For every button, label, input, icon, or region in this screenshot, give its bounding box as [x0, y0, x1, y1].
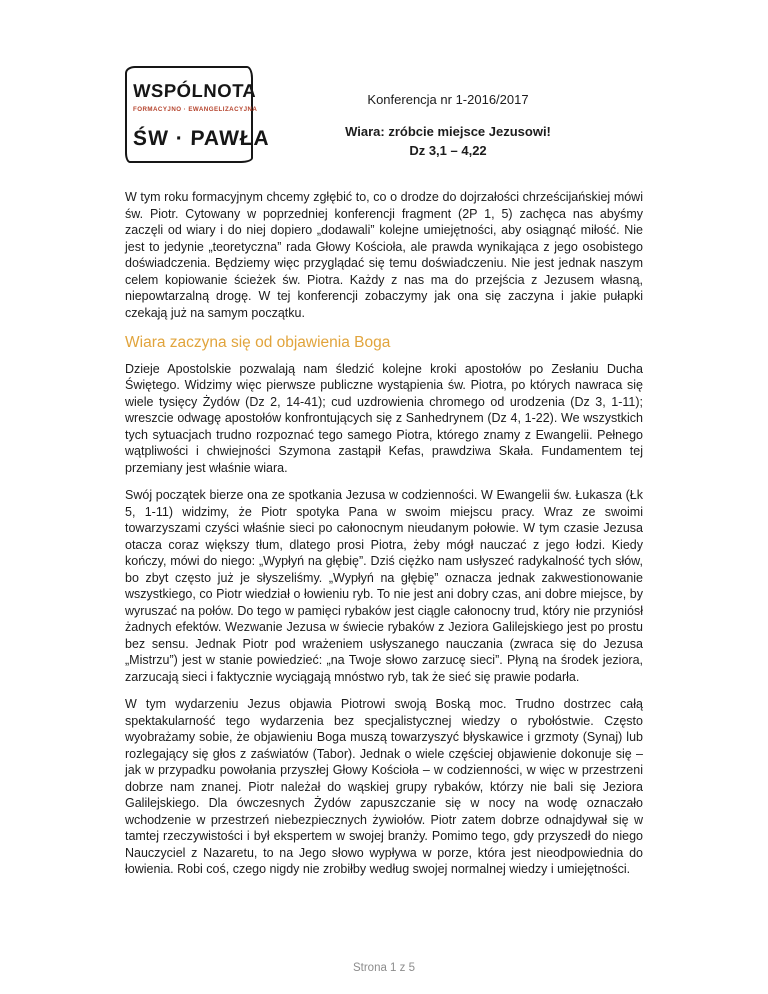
section-heading: Wiara zaczyna się od objawienia Boga [125, 334, 391, 351]
paragraph-luke: Swój początek bierze ona ze spotkania Jezusa w codzienności. W Ewangelii św. Łukasza (Łk 5, 1-11) widzimy, że Piotr spotyka Pana w swoim miejscu pracy. Wraz ze swoimi towarzyszami czyści właśnie sieci po całonocnym nieudanym połowie. W tym czasie Jezusa otacza coraz większy tłum, dlatego prosi Piotra, żeby mógł nauczać z jego łodzi. Kiedy kończy, mówi do niego: „Wypłyń na głębię”. Dziś ciężko nam usłyszeć radykalność tych słów, bo zbyt często już je słyszeliśmy. „Wypłyń na głębię” oznacza jednak zakwestionowanie wszystkiego, co Piotr wiedział o łowieniu ryb. To nie jest ani dobry czas, ani dobre miejsce, by wyruszać na połów. Do tego w pamięci rybaków jest ciągle całonocny trud, który nie przyniósł żadnych efektów. Wezwanie Jezusa w świecie rybaków z Jeziora Galilejskiego jest po prostu bez sensu. Jednak Piotr pod wrażeniem usłyszanego nauczania (zwraca się do Jezusa „Mistrzu”) jest w stanie powiedzieć: „na Twoje słowo zarzucę sieci”. Płyną na środek jeziora, zarzucają sieci i faktycznie wyciągają mnóstwo ryb, tak że sieć się prawie podarła. [125, 488, 643, 684]
document-header [125, 66, 643, 163]
paragraph-acts: Dzieje Apostolskie pozwalają nam śledzić kolejne kroki apostołów po Zesłaniu Ducha Świętego. Widzimy więc pierwsze publiczne wystąpienia św. Piotra, po których nawraca się wiele tysięcy Żydów (Dz 2, 14-41); cud uzdrowienia chromego od urodzenia (Dz 3, 1-11); wreszcie odwagę apostołów konfrontujących się z Sanhedrynem (Dz 4, 1-22). We wszystkich tych sytuacjach trudno rozpoznać tego samego Piotra, którego znamy z Ewangelii. Pełnego wątpliwości i chwiejności Szymona zastąpił Kefas, prawdziwa Skała. Fundamentem tej przemiany jest właśnie wiara. [125, 361, 643, 475]
conference-header-block [253, 66, 643, 161]
scripture-reference: Dz 3,1 – 4,22 [409, 143, 487, 158]
paragraph-revelation: W tym wydarzeniu Jezus objawia Piotrowi swoją Boską moc. Trudno dostrzec całą spektakularność tego wydarzenia bez specjalistycznej wiedzy o rybołóstwie. Często wyobrażamy sobie, że objawieniu Boga muszą towarzyszyć błyskawice i grzmoty (Synaj) lub rozlegający się głos z zaświatów (Tabor). Jednak o wiele częściej objawienie dokonuje się – jak w przypadku powołania przyszłej Głowy Kościoła – w codzienności, w więc w przestrzeni dobrze nam znanej. Piotr należał do wąskiej grupy rybaków, którzy nie bali się Jeziora Galilejskiego. Dla ówczesnych Żydów zapuszczanie się w nocy na wodę oznaczało wchodzenie w przestrzeń niebezpiecznych żywiołów. Piotr zatem dobrze odnajdywał się w tamtej rzeczywistości i był ekspertem w swojej branży. Pomimo tego, gdy przyszedł do niego Nauczyciel z Nazaretu, to na Jego słowo wypływa w porze, która jest nieodpowiednia do łowienia. Robi coś, czego nigdy nie zrobiłby według swojej normalnej wiedzy i umiejętności. [125, 697, 643, 876]
page-number: Strona 1 z 5 [352, 962, 415, 974]
paragraph-intro: W tym roku formacyjnym chcemy zgłębić to, co o drodze do dojrzałości chrześcijańskiej mówi św. Piotr. Cytowany w poprzedniej konferencji fragment (2P 1, 5) zachęca nas abyśmy zaczęli od wiary i do niej dopiero „dodawali” kolejne umiejętności, aby osiągnąć miłość. Nie jest to jedynie „teoretyczna” rada Głowy Kościoła, ale prawda wynikająca z jego osobistego doświadczenia. Będziemy więc przyglądać się temu doświadczeniu. Nie jest jednak naszym celem kopiowanie ścieżek św. Piotra. Każdy z nas ma do przejścia z Jezusem własną, niepowtarzalną drogę. W tej konferencji zobaczymy jak ona się zaczyna i jakie pułapki czekają już na samym początku. [125, 190, 643, 320]
conference-number: Konferencja nr 1-2016/2017 [367, 92, 529, 107]
document-body [125, 189, 643, 878]
logo-text-subtitle: FORMACYJNO · EWANGELIZACYJNA [133, 106, 258, 113]
community-logo [125, 66, 271, 163]
conference-title: Wiara: zróbcie miejsce Jezusowi! [345, 123, 551, 139]
logo-text-sw-pawla: ŚW · PAWŁA [132, 127, 271, 150]
logo-text-wspolnota: WSPÓLNOTA [132, 80, 257, 101]
